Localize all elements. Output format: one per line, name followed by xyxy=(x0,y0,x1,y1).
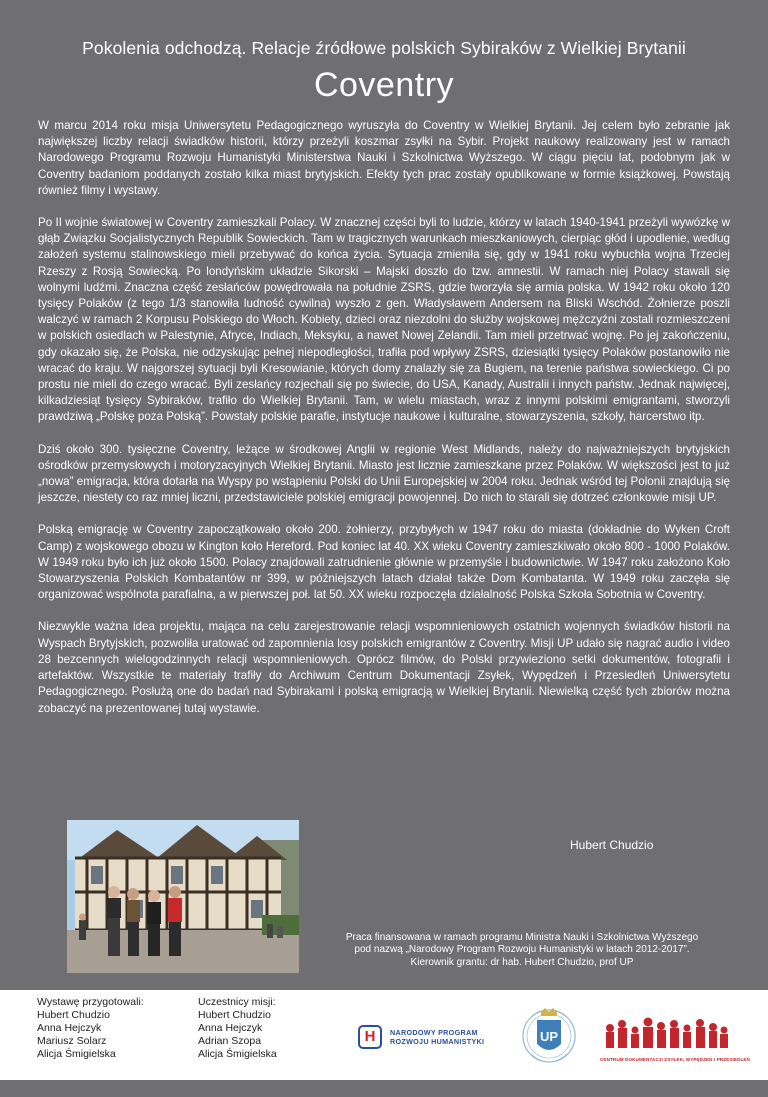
nprh-logo xyxy=(358,1023,484,1051)
paragraph-history: Po II wojnie światowej w Coventry zamieszkali Polacy. W znacznej części byli to ludzie, którzy w latach 1940-1941 przeżyli wywózkę w głąb Związku Socjalistycznych Republik Sowieckich. Tam w tragicznych warunkach mieszkaniowych, cierpiąc głód i upodlenie, według założeń systemu stalinowskiego mieli przebywać do końca życia. Sytuacja zmieniła się, gdy w 1941 roku wybuchła wojna Trzeciej Rzeszy z Rosją Sowiecką. Po londyńskim układzie Sikorski – Majski doszło do tzw. amnestii. W ramach niej Polacy stawali się wolnymi ludźmi. Znaczna część zesłańców powędrowała na południe ZSRS, gdzie tworzyła się armia polska. W 1942 roku około 120 tysięcy Polaków (z tego 1/3 stanowiła ludność cywilna) wyszło z gen. Władysławem Andersem na Bliski Wschód. Żołnierze poszli walczyć w ramach 2 Korpusu Polskiego do Włoch. Kobiety, dzieci oraz niezdolni do służby wojskowej mężczyźni zostali rozmieszczeni w polskich osiedlach w Palestynie, Afryce, Indiach, Meksyku, a nawet Nowej Zelandii. Tam mieli przetrwać wojnę. Po jej zakończeniu, gdy okazało się, że Polska, nie odzyskując pełnej niepodległości, trafiła pod wpływy ZSRS, dziesiątki tysięcy Polaków postanowiło nie wracać do kraju. W najgorszej sytuacji byli Kresowianie, których domy znalazły się za Bugiem, na terenie państwa sowieckiego. Ci po prostu nie mieli do czego wracać. Byli zesłańcy rozjechali się po świecie, do USA, Kanady, Australii i innych państw. Jednak najwięcej, kilkadziesiąt tysięcy Sybiraków, trafiło do Wielkiej Brytanii. Tam, w wielu miastach, wraz z innymi polskimi emigrantami, stworzyli prawdziwą „Polskę poza Polską”. Powstały polskie parafie, instytucje naukowe i kulturalne, stowarzyszenia, szkoły, harcerstwo itp. xyxy=(38,216,730,424)
mission-members-list xyxy=(198,996,277,1061)
exhibition-subtitle: Pokolenia odchodzą. Relacje źródłowe polskich Sybiraków z Wielkiej Brytanii xyxy=(82,38,686,58)
funding-line: pod nazwą „Narodowy Program Rozwoju Humanistyki w latach 2012-2017”. xyxy=(354,944,690,956)
prepared-by-list xyxy=(37,996,144,1061)
up-university-logo xyxy=(521,1004,577,1072)
author-signature: Hubert Chudzio xyxy=(570,838,654,852)
prepared-by-name: Alicja Śmigielska xyxy=(37,1048,116,1060)
nprh-line: ROZWOJU HUMANISTYKI xyxy=(390,1037,485,1046)
funding-note xyxy=(315,932,729,969)
mission-member-name: Anna Hejczyk xyxy=(198,1022,263,1034)
prepared-by-name: Hubert Chudzio xyxy=(37,1009,110,1021)
svg-text:UP: UP xyxy=(539,1029,559,1044)
nprh-mark-icon xyxy=(358,1025,382,1049)
nprh-logo-text xyxy=(390,1028,484,1046)
silhouettes-icon xyxy=(600,1014,732,1054)
mission-member-name: Hubert Chudzio xyxy=(198,1009,271,1021)
nprh-line: NARODOWY PROGRAM xyxy=(390,1028,478,1037)
article-body xyxy=(38,118,730,733)
prepared-by-heading: Wystawę przygotowali: xyxy=(37,996,144,1008)
cd-zwp-logo xyxy=(600,1014,750,1062)
mission-members-heading: Uczestnicy misji: xyxy=(198,996,276,1008)
prepared-by-name: Anna Hejczyk xyxy=(37,1022,102,1034)
group-photo xyxy=(67,820,299,973)
page-title: Coventry xyxy=(313,66,455,104)
prepared-by-name: Mariusz Solarz xyxy=(37,1035,107,1047)
funding-line: Praca finansowana w ramach programu Ministra Nauki i Szkolnictwa Wyższego xyxy=(345,932,699,943)
paragraph-emigration: Polską emigrację w Coventry zapoczątkowało około 200. żołnierzy, przybyłych w 1947 roku do miasta (dokładnie do Wyken Croft Camp) z wojskowego obozu w Kington koło Hereford. Pod koniec lat 40. XX wieku Coventry zamieszkiwało około 800 - 1000 Polaków. W 1949 roku było ich już około 1500. Polacy znajdowali zatrudnienie głównie w przemyśle i budownictwie. W 1947 roku założono Koło Stowarzyszenia Polskich Kombatantów nr 399, w późniejszych latach działał także Dom Kombatanta. W 1949 roku zaczęła się organizować wspólnota parafialna, a w pierwszej poł. lat 50. XX wieku rozpoczęła działalność Polska Szkoła Sobotnia w Coventry. xyxy=(38,523,730,602)
paragraph-project: Niezwykle ważna idea projektu, mająca na celu zarejestrowanie relacji wspomnieniowych ostatnich wojennych świadków historii na Wyspach Brytyjskich, pozwoliła uratować od zapomnienia losy polskich emigrantów z Coventry. Misji UP udało się nagrać audio i video 28 bezcennych wielogodzinnych relacji wspomnieniowych. Oprócz filmów, do Polski przywieziono setki dokumentów, fotografii i artefaktów. Wszystkie te materiały trafiły do Archiwum Centrum Dokumentacji Zsyłek, Wypędzeń i Przesiedleń Uniwersytetu Pedagogicznego. Posłużą one do badań nad Sybirakami i polską emigracją w Wielkiej Brytanii. Niewielką część tych zbiorów można zobaczyć na prezentowanej tutaj wystawie. xyxy=(38,620,730,715)
cd-logo-text: CENTRUM DOKUMENTACJI ZSYŁEK, WYPĘDZEŃ I PRZESIEDLEŃ xyxy=(600,1057,750,1062)
university-crest-icon xyxy=(521,1004,577,1072)
funding-line: Kierownik grantu: dr hab. Hubert Chudzio, prof UP xyxy=(410,956,634,968)
paragraph-intro: W marcu 2014 roku misja Uniwersytetu Pedagogicznego wyruszyła do Coventry w Wielkiej Brytanii. Jej celem było zebranie jak największej liczby relacji świadków historii, którzy przeżyli koszmar zsyłki na Sybir. Projekt naukowy realizowany jest w ramach Narodowego Programu Rozwoju Humanistyki Ministerstwa Nauki i Szkolnictwa Wyższego. W ciągu pięciu lat, podobnym jak w Coventry badaniom poddanych zostało kilka miast brytyjskich. Efekty tych prac zostały opublikowane w formie książkowej. Powstają również filmy i wystawy. xyxy=(38,119,730,197)
paragraph-coventry-today: Dziś około 300. tysięczne Coventry, leżące w środkowej Anglii w regionie West Midlands, należy do najważniejszych brytyjskich ośrodków przemysłowych i motoryzacyjnych Wielkiej Brytanii. Miasto jest licznie zamieszkane przez Polaków. W większości jest to już „nowa” emigracja, która dotarła na Wyspy po wstąpieniu Polski do Unii Europejskiej w 2004 roku. Jednak wśród tej Polonii znajdują się jeszcze, niestety co raz mniej liczni, przedstawiciele polskiej emigracji powojennej. Do nich to starali się dotrzeć członkowie misji UP. xyxy=(38,442,730,505)
footer-bottom-band xyxy=(0,1080,768,1097)
mission-member-name: Alicja Śmigielska xyxy=(198,1048,277,1060)
tudor-house-photo-illustration xyxy=(67,820,299,973)
mission-member-name: Adrian Szopa xyxy=(198,1035,262,1047)
